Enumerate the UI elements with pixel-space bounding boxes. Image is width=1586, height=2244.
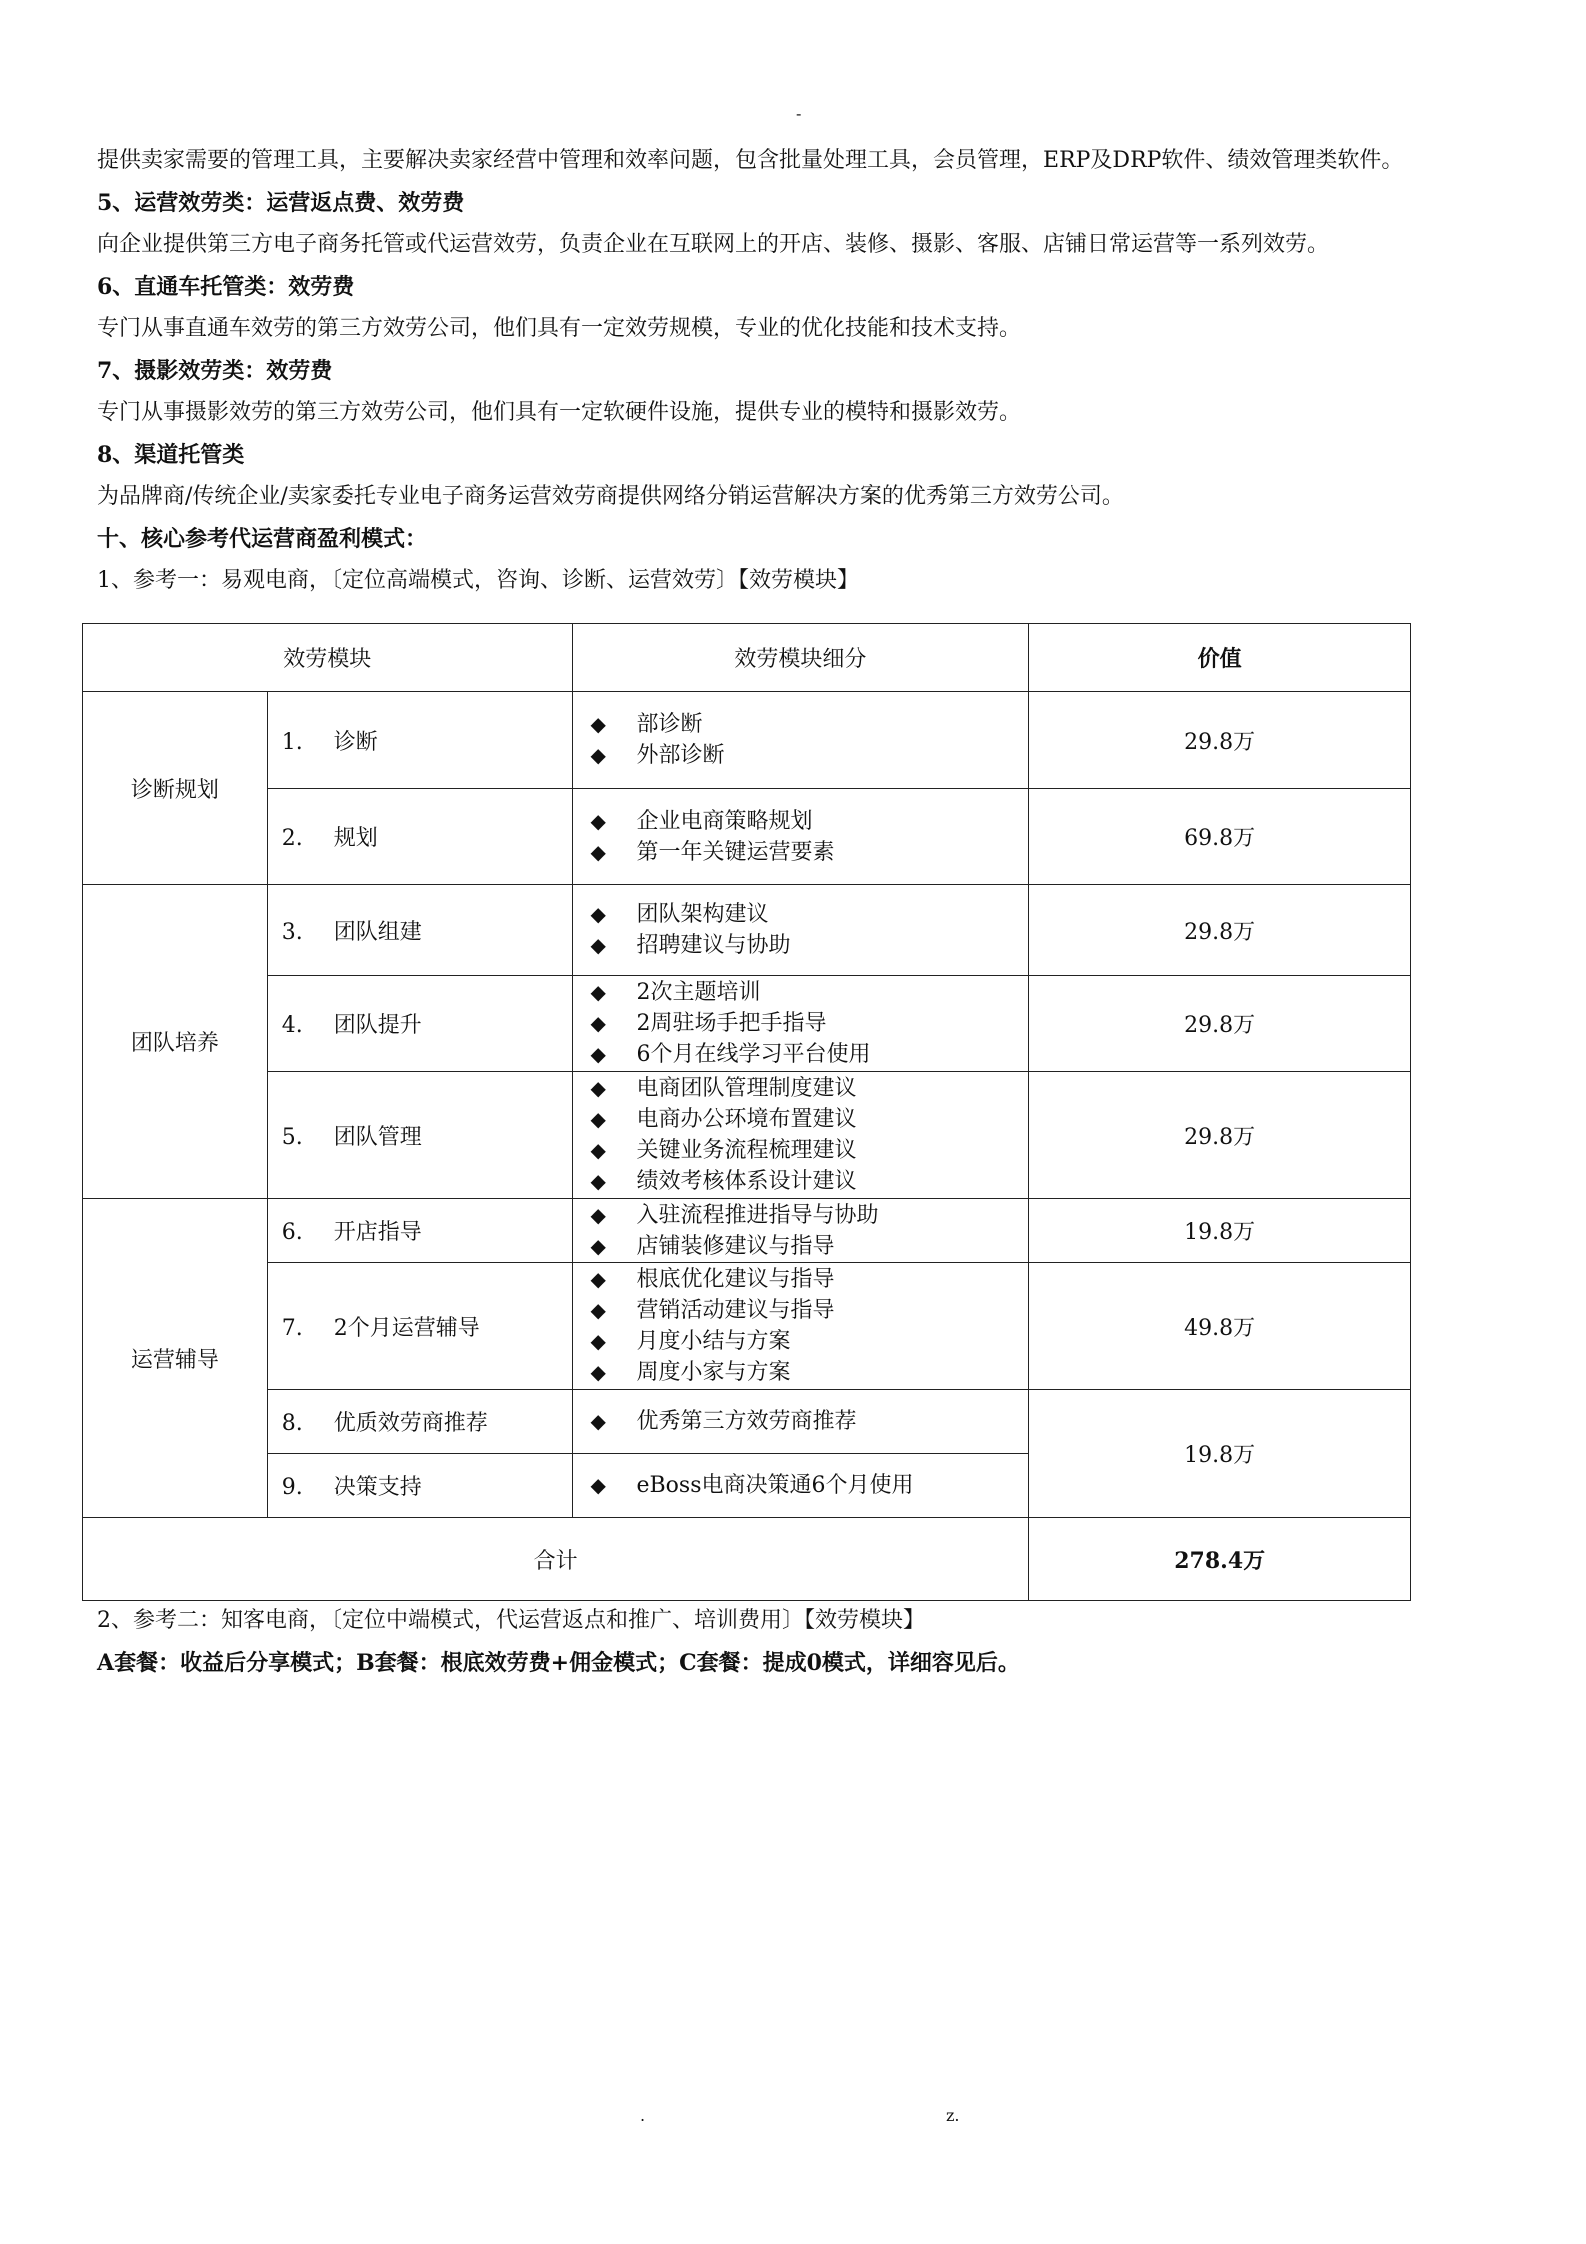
category-cell: 诊断规划 [83, 692, 268, 885]
item-cell [267, 692, 572, 789]
heading-ops-service: 5、运营效劳类：运营返点费、效劳费 [97, 190, 465, 216]
reference-one-title: 1、参考一：易观电商，〔定位高端模式，咨询、诊断、运营效劳〕【效劳模块】 [97, 568, 859, 593]
table-row [83, 885, 1411, 976]
paragraph-through-train: 专门从事直通车效劳的第三方效劳公司，他们具有一定效劳规模，专业的优化技能和技术支持。 [97, 316, 1022, 341]
item-name: 规划 [333, 826, 378, 851]
item-number: 2. [281, 826, 303, 851]
detail-bullet: ◆ 招聘建议与协助 [591, 930, 1029, 961]
diamond-bullet-icon: ◆ [590, 712, 606, 736]
diamond-bullet-icon: ◆ [590, 839, 606, 864]
item-number: 1. [281, 729, 303, 755]
detail-cell [572, 789, 1029, 885]
diamond-bullet-icon: ◆ [590, 1298, 606, 1322]
table-row [83, 1072, 1411, 1199]
heading-channel: 8、渠道托管类 [97, 442, 245, 468]
header-value: 价值 [1029, 624, 1411, 692]
diamond-bullet-icon: ◆ [590, 1360, 606, 1384]
table-header-row [83, 624, 1411, 692]
header-module: 效劳模块 [83, 624, 573, 692]
detail-bullet: ◆ 部诊断 [591, 709, 1029, 740]
paragraph-ops-service: 向企业提供第三方电子商务托管或代运营效劳，负责企业在互联网上的开店、装修、摄影、客服、店铺日常运营等一系列效劳。 [97, 232, 1330, 257]
diamond-bullet-icon: ◆ [590, 902, 606, 926]
item-cell [267, 1390, 572, 1454]
item-cell [267, 1454, 572, 1518]
heading-through-train: 6、直通车托管类：效劳费 [97, 274, 355, 300]
detail-cell [572, 1390, 1029, 1454]
detail-cell [572, 976, 1029, 1072]
detail-bullet: ◆ 6个月在线学习平台使用 [591, 1039, 1029, 1070]
item-name: 团队管理 [333, 1124, 422, 1150]
item-number: 7. [281, 1315, 303, 1341]
detail-bullet: ◆ 优秀第三方效劳商推荐 [591, 1406, 1029, 1437]
diamond-bullet-icon: ◆ [590, 1011, 606, 1035]
item-name: 决策支持 [333, 1475, 422, 1500]
item-number: 3. [281, 919, 303, 945]
diamond-bullet-icon: ◆ [590, 1042, 606, 1066]
item-cell [267, 1199, 572, 1263]
diamond-bullet-icon: ◆ [590, 1169, 606, 1193]
heading-photography: 7、摄影效劳类：效劳费 [97, 358, 333, 384]
diamond-bullet-icon: ◆ [590, 808, 606, 833]
table-row [83, 1199, 1411, 1263]
diamond-bullet-icon: ◆ [590, 743, 606, 767]
table-row [83, 789, 1411, 885]
detail-cell [572, 1199, 1029, 1263]
item-cell [267, 1072, 572, 1199]
paragraph-channel: 为品牌商/传统企业/卖家委托专业电子商务运营效劳商提供网络分销运营解决方案的优秀第三方效劳公司。 [97, 484, 1124, 509]
diamond-bullet-icon: ◆ [590, 1267, 606, 1291]
detail-bullet: ◆ 月度小结与方案 [591, 1326, 1029, 1357]
total-value: 278.4万 [1029, 1518, 1411, 1601]
value-cell: 29.8万 [1029, 885, 1411, 976]
diamond-bullet-icon: ◆ [590, 980, 606, 1004]
item-cell [267, 976, 572, 1072]
service-module-table [82, 623, 1411, 1601]
detail-cell [572, 692, 1029, 789]
detail-bullet: ◆ 关键业务流程梳理建议 [591, 1135, 1029, 1166]
table-row [83, 976, 1411, 1072]
detail-bullet: ◆ 营销活动建议与指导 [591, 1295, 1029, 1326]
item-name: 团队提升 [333, 1013, 422, 1038]
category-cell: 团队培养 [83, 885, 268, 1199]
paragraph-photography: 专门从事摄影效劳的第三方效劳公司，他们具有一定软硬件设施，提供专业的模特和摄影效劳。 [97, 400, 1022, 425]
table-row [83, 1263, 1411, 1390]
category-cell: 运营辅导 [83, 1199, 268, 1518]
detail-bullet: ◆ 电商团队管理制度建议 [591, 1073, 1029, 1104]
table-row [83, 1390, 1411, 1454]
item-name: 优质效劳商推荐 [333, 1411, 488, 1436]
detail-bullet: ◆ 入驻流程推进指导与协助 [591, 1200, 1029, 1231]
section-heading-profit-models: 十、核心参考代运营商盈利模式： [97, 526, 428, 552]
item-number: 8. [281, 1411, 303, 1436]
header-detail: 效劳模块细分 [572, 624, 1029, 692]
value-cell: 49.8万 [1029, 1263, 1411, 1390]
value-cell: 19.8万 [1029, 1199, 1411, 1263]
item-name: 团队组建 [333, 919, 422, 945]
detail-cell [572, 885, 1029, 976]
detail-bullet: ◆ 绩效考核体系设计建议 [591, 1166, 1029, 1197]
item-cell [267, 789, 572, 885]
detail-bullet: ◆ 根底优化建议与指导 [591, 1264, 1029, 1295]
footer-right-mark: z. [946, 2106, 960, 2125]
footer-left-mark: . [640, 2106, 646, 2125]
detail-bullet: ◆ 周度小家与方案 [591, 1357, 1029, 1388]
detail-bullet: ◆ 外部诊断 [591, 740, 1029, 771]
table-row [83, 692, 1411, 789]
package-summary: A套餐：收益后分享模式；B套餐：根底效劳费+佣金模式；C套餐：提成0模式，详细容见后。 [97, 1650, 1020, 1676]
after-table-text [97, 1600, 1517, 1684]
item-name: 开店指导 [333, 1220, 422, 1245]
detail-bullet: ◆ eBoss电商决策通6个月使用 [591, 1470, 1029, 1501]
diamond-bullet-icon: ◆ [590, 1076, 606, 1100]
diamond-bullet-icon: ◆ [590, 1409, 606, 1433]
diamond-bullet-icon: ◆ [590, 1329, 606, 1353]
reference-two-title: 2、参考二：知客电商，〔定位中端模式，代运营返点和推广、培训费用〕【效劳模块】 [97, 1608, 925, 1633]
diamond-bullet-icon: ◆ [590, 1138, 606, 1162]
diamond-bullet-icon: ◆ [590, 1202, 606, 1227]
detail-bullet: ◆ 2次主题培训 [591, 977, 1029, 1008]
item-name: 2个月运营辅导 [333, 1315, 480, 1341]
item-number: 4. [281, 1013, 303, 1038]
item-cell [267, 1263, 572, 1390]
value-cell: 69.8万 [1029, 789, 1411, 885]
item-number: 9. [281, 1475, 303, 1500]
item-name: 诊断 [333, 729, 378, 755]
value-cell: 29.8万 [1029, 692, 1411, 789]
detail-bullet: ◆ 企业电商策略规划 [591, 806, 1029, 837]
detail-bullet: ◆ 2周驻场手把手指导 [591, 1008, 1029, 1039]
document-body [97, 140, 1517, 602]
detail-cell [572, 1263, 1029, 1390]
detail-cell [572, 1072, 1029, 1199]
item-number: 5. [281, 1124, 303, 1150]
diamond-bullet-icon: ◆ [590, 1233, 606, 1258]
detail-bullet: ◆ 第一年关键运营要素 [591, 837, 1029, 868]
total-row [83, 1518, 1411, 1601]
header-mark: - [796, 104, 802, 123]
value-cell: 29.8万 [1029, 976, 1411, 1072]
detail-bullet: ◆ 电商办公环境布置建议 [591, 1104, 1029, 1135]
paragraph-tools: 提供卖家需要的管理工具，主要解决卖家经营中管理和效率问题，包含批量处理工具，会员管理，ERP及DRP软件、绩效管理类软件。 [97, 148, 1404, 173]
item-number: 6. [281, 1220, 303, 1245]
diamond-bullet-icon: ◆ [590, 1107, 606, 1131]
value-cell: 29.8万 [1029, 1072, 1411, 1199]
item-cell [267, 885, 572, 976]
total-label: 合计 [83, 1518, 1029, 1601]
diamond-bullet-icon: ◆ [590, 1473, 606, 1497]
detail-cell [572, 1454, 1029, 1518]
detail-bullet: ◆ 店铺装修建议与指导 [591, 1231, 1029, 1262]
value-cell: 19.8万 [1029, 1390, 1411, 1518]
diamond-bullet-icon: ◆ [590, 933, 606, 957]
detail-bullet: ◆ 团队架构建议 [591, 899, 1029, 930]
